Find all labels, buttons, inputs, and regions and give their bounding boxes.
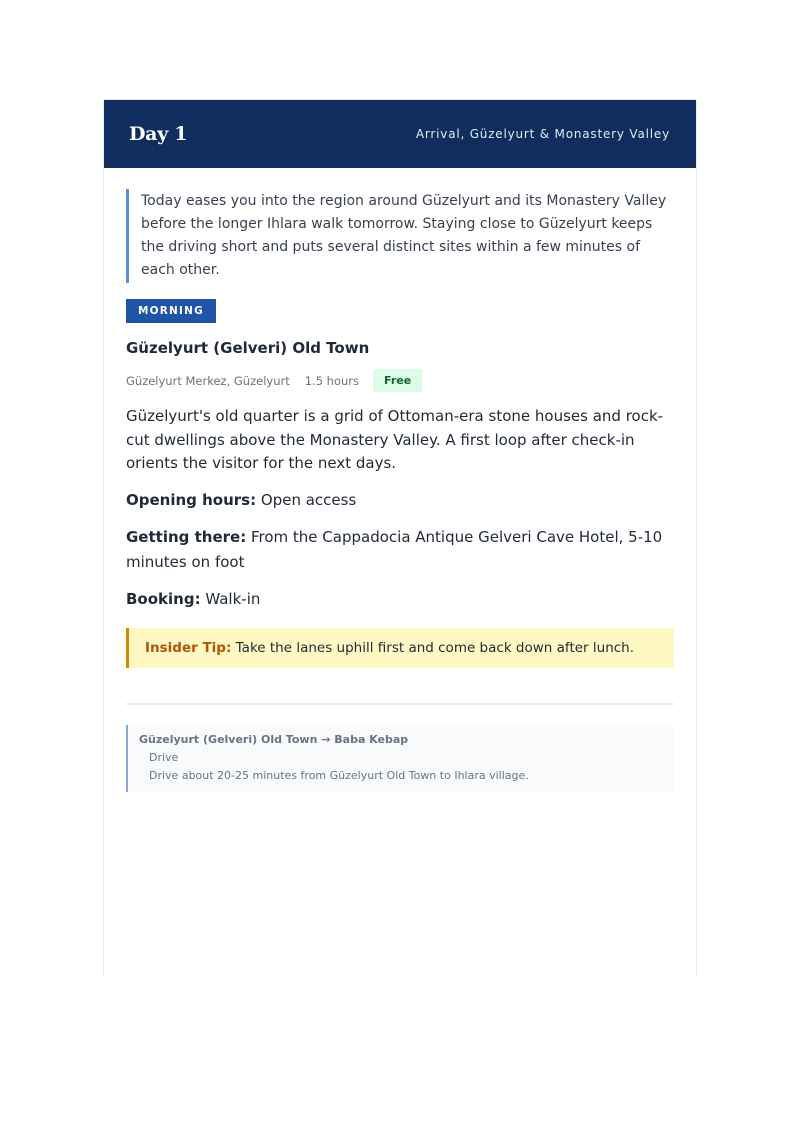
- place-duration: 1.5 hours: [304, 373, 360, 388]
- insider-tip: [126, 628, 674, 668]
- day-subtitle: Arrival, Güzelyurt & Monastery Valley: [415, 127, 670, 141]
- opening-hours-row: [126, 488, 674, 513]
- place-description: Güzelyurt's old quarter is a grid of Ottoman-era stone houses and rock-cut dwellings above the Monastery Valley. A first loop after check-in orients the visitor for the next days.: [126, 407, 664, 472]
- opening-hours-label: Opening hours:: [126, 490, 257, 509]
- day-content: [104, 168, 696, 792]
- price-badge: Free: [373, 369, 422, 392]
- transit-route: Güzelyurt (Gelveri) Old Town → Baba Kebap: [139, 732, 409, 746]
- transit-note: Drive about 20-25 minutes from Güzelyurt Old Town to Ihlara village.: [149, 768, 529, 782]
- booking-row: [126, 587, 674, 612]
- place-title: Güzelyurt (Gelveri) Old Town: [126, 339, 370, 357]
- insider-tip-label: Insider Tip:: [145, 639, 232, 656]
- getting-there-value: From the Cappadocia Antique Gelveri Cave Hotel, 5-10 minutes on foot: [126, 527, 663, 571]
- booking-value: Walk-in: [205, 589, 261, 608]
- opening-hours-value: Open access: [260, 490, 357, 509]
- day-title: Day 1: [129, 123, 188, 145]
- getting-there-row: [126, 525, 674, 575]
- card-fade: [104, 856, 696, 976]
- place-meta: [126, 369, 674, 392]
- insider-tip-text: Take the lanes uphill first and come back down after lunch.: [235, 639, 635, 656]
- getting-there-label: Getting there:: [126, 527, 247, 546]
- day-card: [103, 99, 697, 976]
- transit-box: [126, 725, 674, 792]
- time-of-day-badge: MORNING: [126, 299, 216, 323]
- place-location: Güzelyurt Merkez, Güzelyurt: [126, 373, 290, 388]
- day-header: [104, 100, 696, 168]
- day-intro: Today eases you into the region around Güzelyurt and its Monastery Valley before the longer Ihlara walk tomorrow. Staying close to Güzelyurt keeps the driving short and puts several distinct sites within a few minutes of each other.: [126, 189, 674, 283]
- section-divider: [126, 703, 674, 705]
- transit-mode: Drive: [149, 750, 179, 764]
- booking-label: Booking:: [126, 589, 201, 608]
